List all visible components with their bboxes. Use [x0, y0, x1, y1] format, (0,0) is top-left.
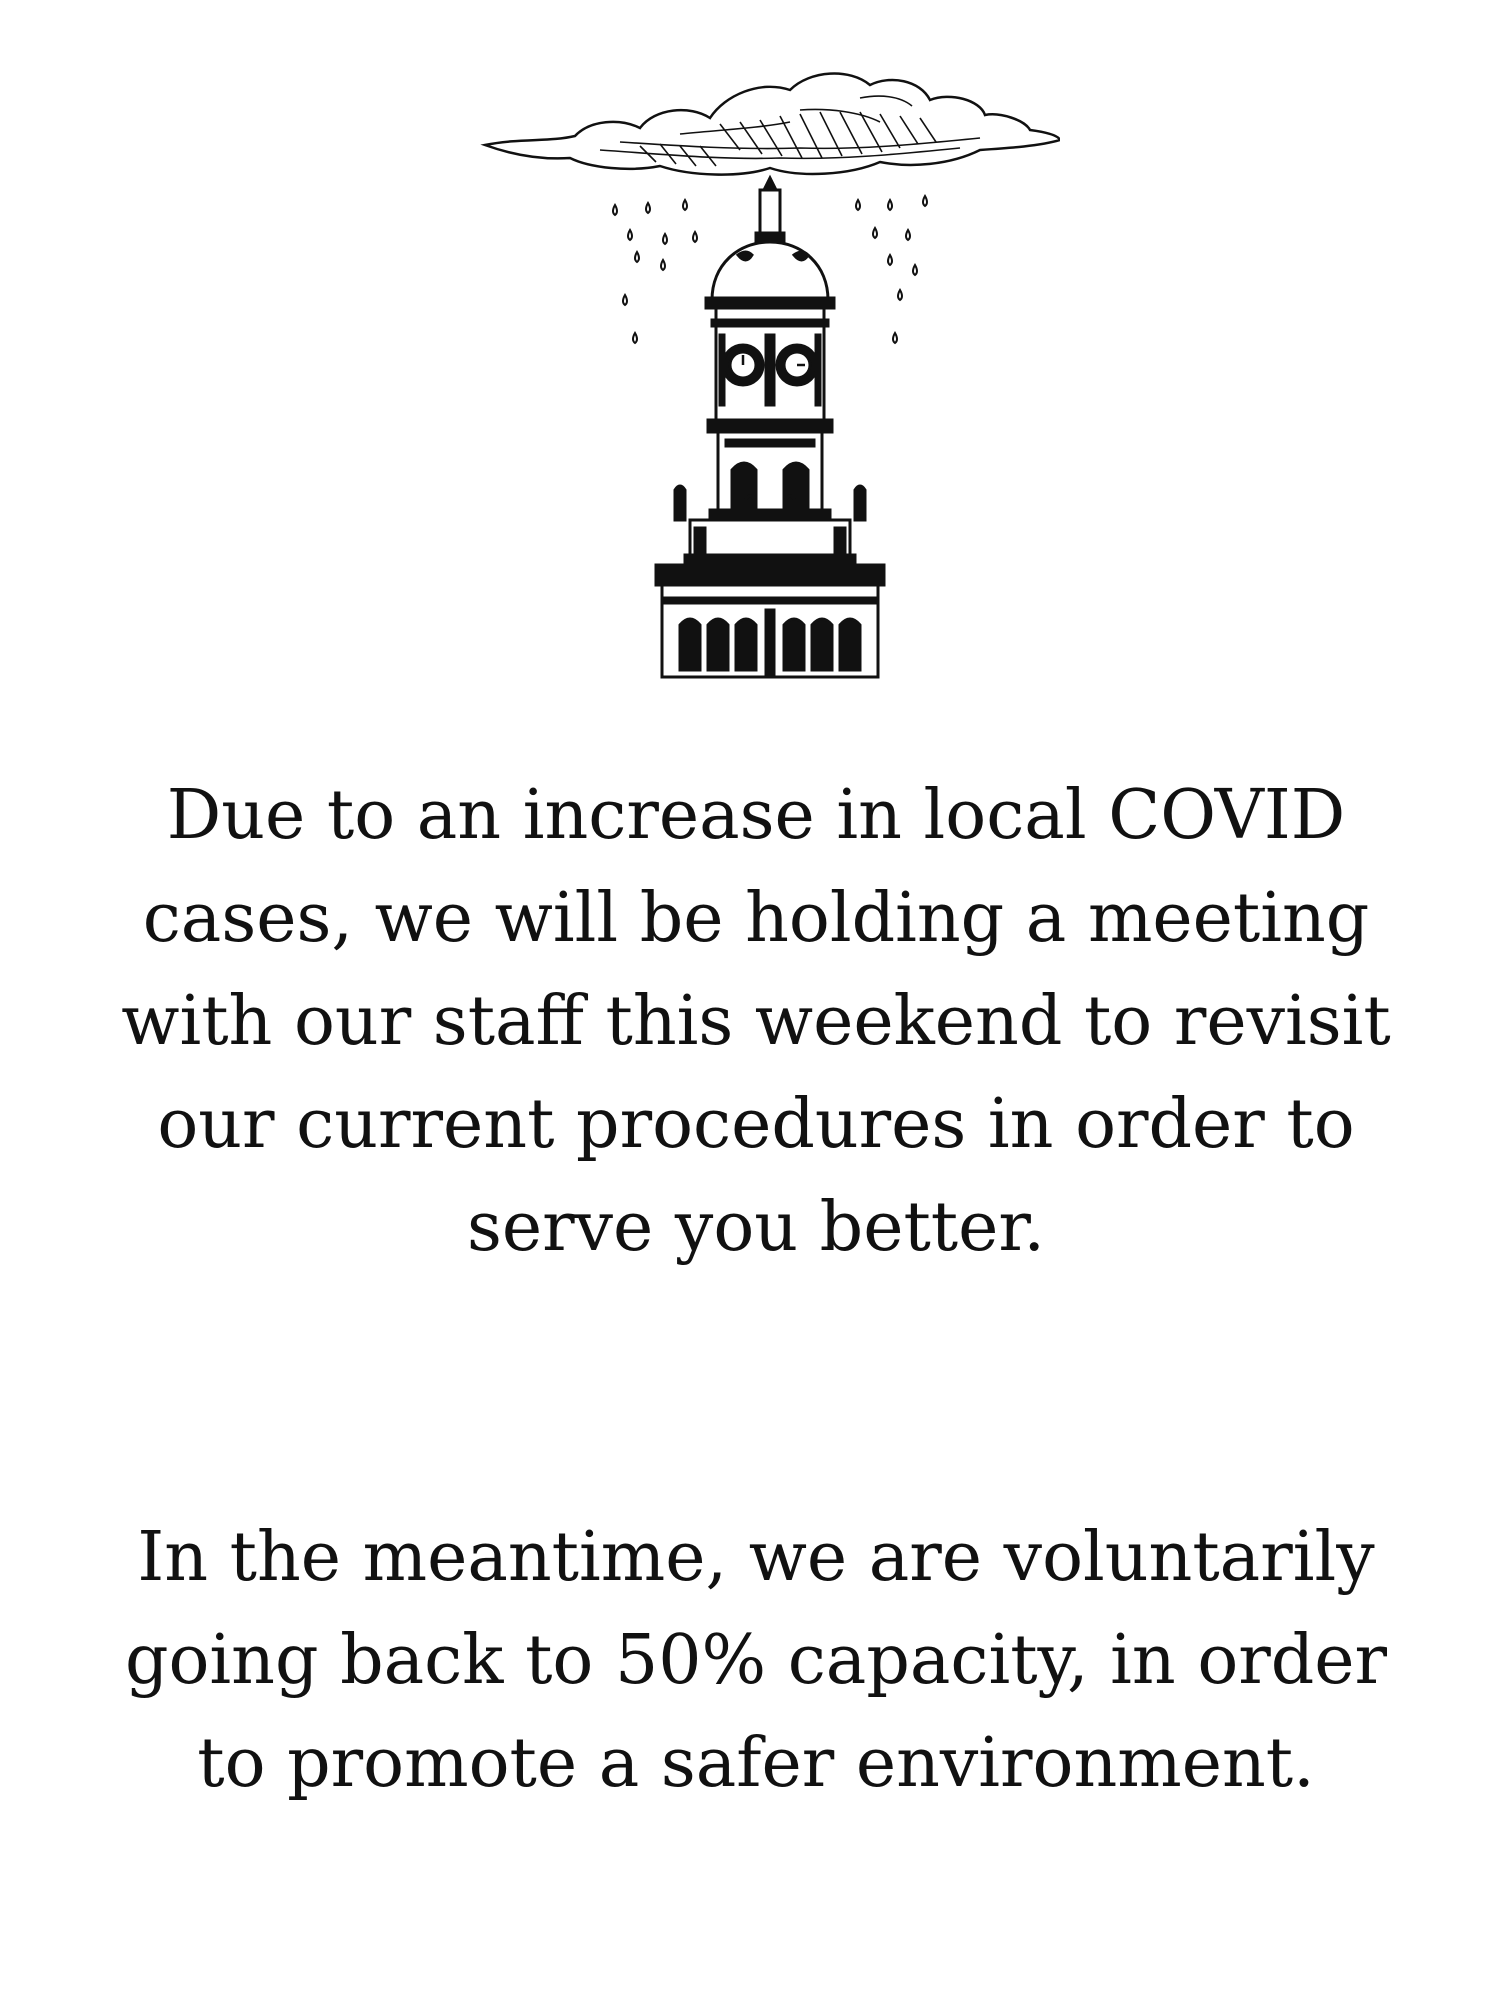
- announcement-paragraph-2: In the meantime, we are voluntarily going back to 50% capacity, in order to promote a safer environment.: [124, 1518, 1388, 1803]
- clock-tower-icon: [656, 178, 884, 677]
- announcement-paragraph-1: Due to an increase in local COVID cases, we will be holding a meeting with our staff this weekend to revisit our current procedures in order to serve you better.: [121, 776, 1391, 1267]
- clock-tower-rain-cloud-icon: [480, 50, 1060, 680]
- clock-tower-rain-cloud-illustration: [480, 50, 1060, 680]
